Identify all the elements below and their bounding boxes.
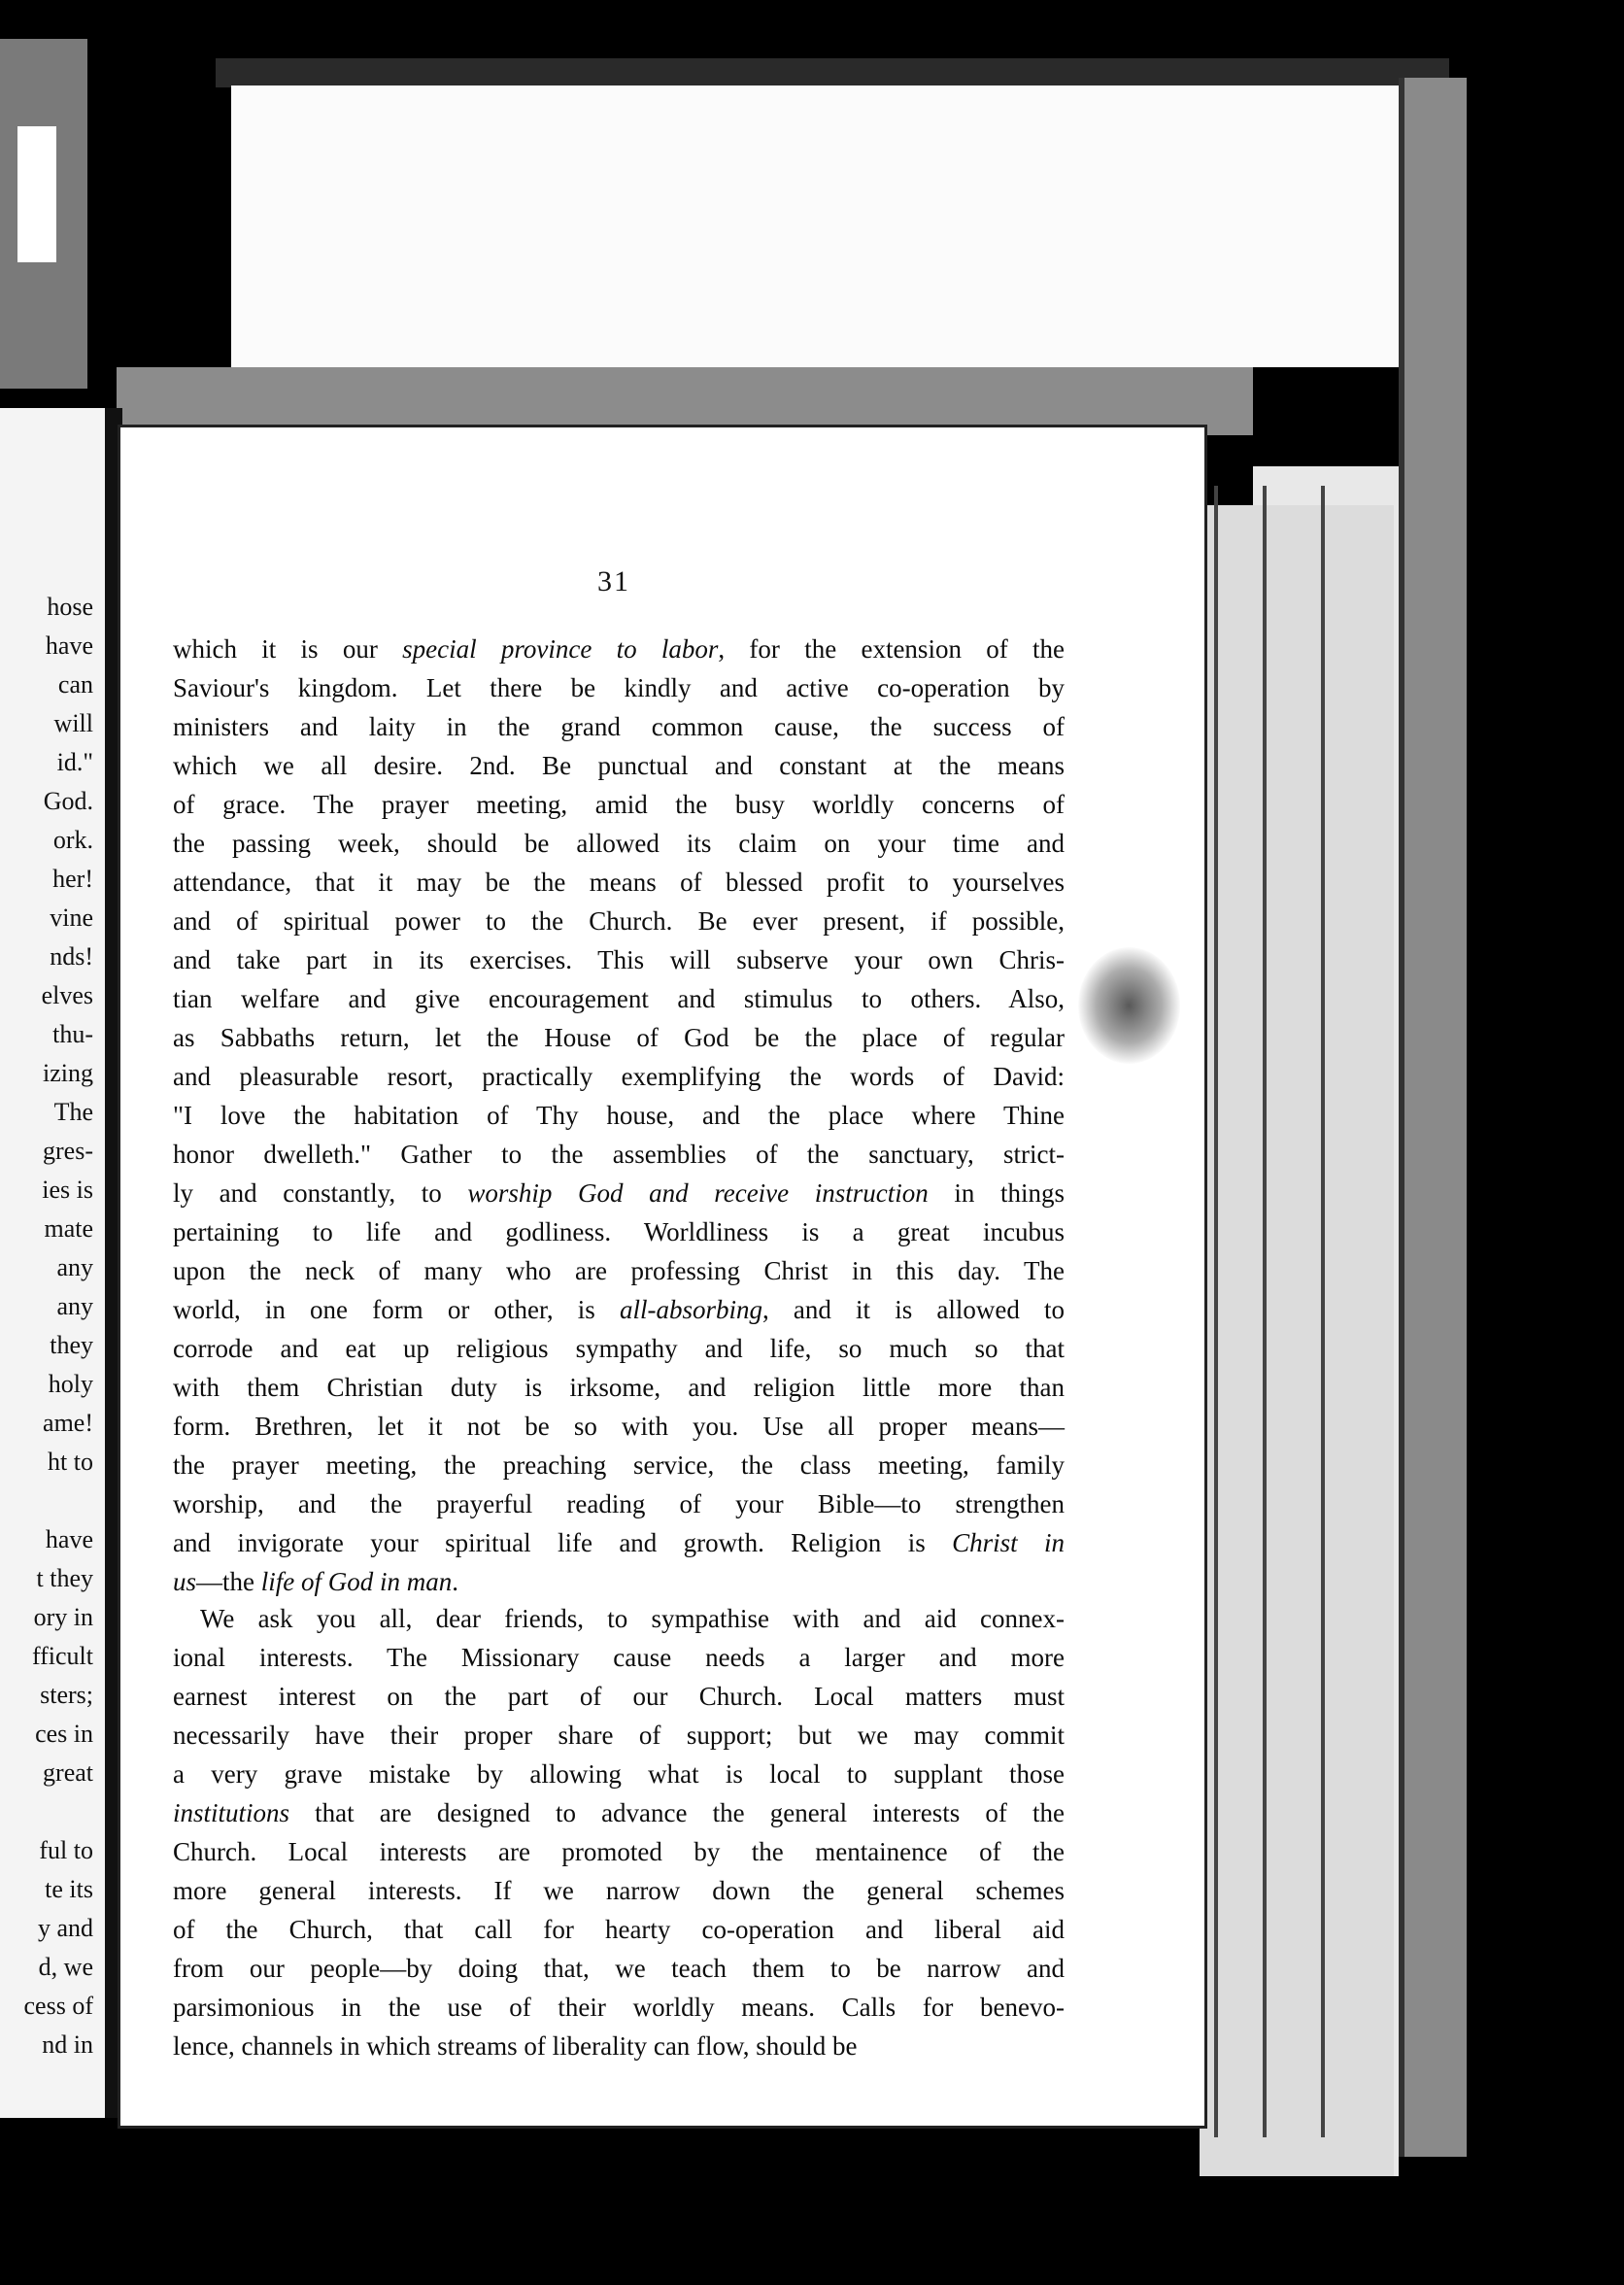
left-page-fragment: will bbox=[53, 709, 93, 737]
left-page-fragment: nds! bbox=[50, 942, 93, 971]
text-segment: , and it is allowed to bbox=[761, 1295, 1065, 1324]
text-segment: necessarily have their proper share of support; but we may commit bbox=[173, 1721, 1065, 1750]
left-page-fragment: can bbox=[57, 670, 93, 699]
paragraph-1 bbox=[173, 630, 1065, 1601]
left-page-fragment: elves bbox=[41, 981, 93, 1009]
text-segment: with them Christian duty is irksome, and religion little more than bbox=[173, 1373, 1065, 1402]
text-segment: us bbox=[173, 1567, 197, 1596]
left-page-fragment: any bbox=[56, 1292, 93, 1320]
text-segment: institutions bbox=[173, 1798, 290, 1827]
text-segment: earnest interest on the part of our Church. Local matters must bbox=[173, 1682, 1065, 1711]
left-page-top-paper bbox=[17, 126, 56, 262]
text-segment: attendance, that it may be the means of blessed profit to yourselves bbox=[173, 868, 1065, 897]
text-segment: and of spiritual power to the Church. Be ever present, if possible, bbox=[173, 906, 1065, 936]
left-page-fragment: her! bbox=[52, 865, 93, 893]
text-line bbox=[173, 1018, 1065, 1057]
left-page-fragment: have bbox=[45, 1525, 93, 1553]
text-segment: from our people—by doing that, we teach them to be narrow and bbox=[173, 1954, 1065, 1983]
left-page-fragment: d, we bbox=[38, 1953, 93, 1981]
text-segment: and take part in its exercises. This will subserve your own Chris- bbox=[173, 945, 1065, 974]
page-edge-line bbox=[1321, 486, 1325, 2137]
top-flap-page bbox=[231, 85, 1428, 367]
text-line bbox=[173, 1910, 1065, 1949]
left-page-fragment: cess of bbox=[23, 1992, 93, 2020]
text-segment: —the bbox=[196, 1567, 261, 1596]
page-shadow-band bbox=[117, 367, 1253, 435]
text-segment: "I love the habitation of Thy house, and the place where Thine bbox=[173, 1101, 1065, 1130]
text-segment: in things bbox=[928, 1178, 1065, 1208]
left-page-fragment: holy bbox=[48, 1370, 93, 1398]
text-segment: corrode and eat up religious sympathy and life, so much so that bbox=[173, 1334, 1065, 1363]
left-page-fragment: The bbox=[53, 1098, 93, 1126]
text-segment: that are designed to advance the general interests of the bbox=[289, 1798, 1065, 1827]
text-line bbox=[173, 1251, 1065, 1290]
left-page-fragment: mate bbox=[44, 1214, 93, 1243]
text-line bbox=[173, 824, 1065, 863]
text-segment: honor dwelleth." Gather to the assemblies of the sanctuary, strict- bbox=[173, 1140, 1065, 1169]
text-line bbox=[173, 707, 1065, 746]
text-line bbox=[173, 1096, 1065, 1135]
text-segment: upon the neck of many who are professing Christ in this day. The bbox=[173, 1256, 1065, 1285]
text-segment: tian welfare and give encouragement and stimulus to others. Also, bbox=[173, 984, 1065, 1013]
text-segment: lence, channels in which streams of liberality can flow, should be bbox=[173, 2031, 858, 2061]
text-segment: parsimonious in the use of their worldly means. Calls for benevo- bbox=[173, 1993, 1065, 2022]
text-segment: worship, and the prayerful reading of your Bible—to strengthen bbox=[173, 1489, 1065, 1518]
left-page-fragment: ies is bbox=[42, 1176, 93, 1204]
left-page-fragment: ame! bbox=[43, 1409, 93, 1437]
text-segment: Christ in bbox=[952, 1528, 1066, 1557]
text-segment: We ask you all, dear friends, to sympathise with and aid connex- bbox=[200, 1604, 1065, 1633]
text-segment: all-absorbing bbox=[619, 1295, 762, 1324]
text-segment: ional interests. The Missionary cause needs a larger and more bbox=[173, 1643, 1065, 1672]
top-flap-shadow bbox=[216, 58, 1449, 87]
left-page-fragment: they bbox=[50, 1331, 93, 1359]
text-segment: the passing week, should be allowed its claim on your time and bbox=[173, 829, 1065, 858]
text-line bbox=[173, 1793, 1065, 1832]
text-line bbox=[173, 785, 1065, 824]
text-segment: the prayer meeting, the preaching service, the class meeting, family bbox=[173, 1450, 1065, 1480]
page-edge-line bbox=[1214, 486, 1218, 2137]
left-page-fragment: ht to bbox=[48, 1448, 93, 1476]
text-segment: a very grave mistake by allowing what is local to supplant those bbox=[173, 1759, 1065, 1789]
left-page-fragment: id." bbox=[56, 748, 93, 776]
text-line bbox=[173, 1484, 1065, 1523]
text-line bbox=[173, 979, 1065, 1018]
left-page-fragment: y and bbox=[37, 1914, 93, 1942]
text-line bbox=[173, 940, 1065, 979]
text-line bbox=[173, 1290, 1065, 1329]
paragraph-2 bbox=[173, 1599, 1065, 2065]
left-page-fragment: any bbox=[56, 1253, 93, 1281]
text-segment: ly and constantly, to bbox=[173, 1178, 468, 1208]
text-line bbox=[173, 1677, 1065, 1716]
text-line bbox=[173, 1871, 1065, 1910]
left-page-fragment: hose bbox=[47, 593, 93, 621]
text-line bbox=[173, 1562, 1065, 1601]
text-segment: Church. Local interests are promoted by the mentainence of the bbox=[173, 1837, 1065, 1866]
left-page-fragment: ces in bbox=[35, 1720, 93, 1748]
text-line bbox=[173, 1329, 1065, 1368]
left-page-fragment: vine bbox=[50, 904, 93, 932]
text-segment: form. Brethren, let it not be so with you. Use all proper means— bbox=[173, 1412, 1065, 1441]
text-segment: Saviour's kingdom. Let there be kindly and active co-operation by bbox=[173, 673, 1065, 702]
text-line bbox=[173, 1832, 1065, 1871]
text-line bbox=[173, 902, 1065, 940]
text-line bbox=[173, 1407, 1065, 1446]
text-segment: of grace. The prayer meeting, amid the busy worldly concerns of bbox=[173, 790, 1065, 819]
text-segment: and invigorate your spiritual life and growth. Religion is bbox=[173, 1528, 953, 1557]
text-segment: worship God and receive instruction bbox=[467, 1178, 929, 1208]
text-line bbox=[173, 1212, 1065, 1251]
ink-smudge bbox=[1078, 947, 1180, 1064]
text-segment: which we all desire. 2nd. Be punctual and constant at the means bbox=[173, 751, 1065, 780]
text-line bbox=[173, 668, 1065, 707]
text-segment: . bbox=[452, 1567, 459, 1596]
text-segment: pertaining to life and godliness. Worldliness is a great incubus bbox=[173, 1217, 1065, 1246]
text-line bbox=[173, 1988, 1065, 2027]
left-page-fragment: ory in bbox=[33, 1603, 93, 1631]
left-page-fragment: great bbox=[43, 1758, 93, 1787]
text-segment: life of God in man bbox=[260, 1567, 453, 1596]
text-segment: ministers and laity in the grand common cause, the success of bbox=[173, 712, 1065, 741]
page-edges-inner bbox=[1200, 505, 1394, 2176]
left-page-fragment: thu- bbox=[52, 1020, 93, 1048]
text-line bbox=[173, 1638, 1065, 1677]
left-page-fragment: God. bbox=[43, 787, 93, 815]
text-segment: and pleasurable resort, practically exemplifying the words of David: bbox=[173, 1062, 1065, 1091]
text-line bbox=[173, 1716, 1065, 1755]
text-segment: , for the extension of the bbox=[718, 634, 1065, 664]
text-segment: more general interests. If we narrow down the general schemes bbox=[173, 1876, 1065, 1905]
text-line bbox=[173, 1174, 1065, 1212]
text-segment: of the Church, that call for hearty co-operation and liberal aid bbox=[173, 1915, 1065, 1944]
left-page-fragment: have bbox=[45, 631, 93, 660]
book-cover-board bbox=[1399, 78, 1467, 2157]
left-page-fragment: ful to bbox=[39, 1836, 93, 1864]
text-line bbox=[173, 863, 1065, 902]
left-page-fragment: t they bbox=[36, 1564, 93, 1592]
text-line bbox=[173, 1368, 1065, 1407]
text-line bbox=[173, 1949, 1065, 1988]
left-page-fragment: ork. bbox=[52, 826, 93, 854]
text-line bbox=[173, 2027, 1065, 2065]
left-page-fragment: nd in bbox=[42, 2030, 93, 2059]
text-segment: which it is our bbox=[173, 634, 403, 664]
page-edge-line bbox=[1263, 486, 1267, 2137]
left-page-fragment: sters; bbox=[40, 1681, 93, 1709]
left-page-fragment: izing bbox=[43, 1059, 93, 1087]
left-page-fragment: te its bbox=[45, 1875, 93, 1903]
text-line bbox=[173, 1599, 1065, 1638]
text-segment: world, in one form or other, is bbox=[173, 1295, 620, 1324]
text-line bbox=[173, 630, 1065, 668]
text-segment: as Sabbaths return, let the House of God be the place of regular bbox=[173, 1023, 1065, 1052]
text-line bbox=[173, 746, 1065, 785]
text-line bbox=[173, 1523, 1065, 1562]
text-line bbox=[173, 1446, 1065, 1484]
text-line bbox=[173, 1057, 1065, 1096]
left-page-fragment: gres- bbox=[43, 1137, 93, 1165]
text-segment: special province to labor bbox=[402, 634, 719, 664]
text-line bbox=[173, 1755, 1065, 1793]
page-number: 31 bbox=[597, 565, 630, 597]
left-page-fragment: fficult bbox=[31, 1642, 93, 1670]
text-line bbox=[173, 1135, 1065, 1174]
